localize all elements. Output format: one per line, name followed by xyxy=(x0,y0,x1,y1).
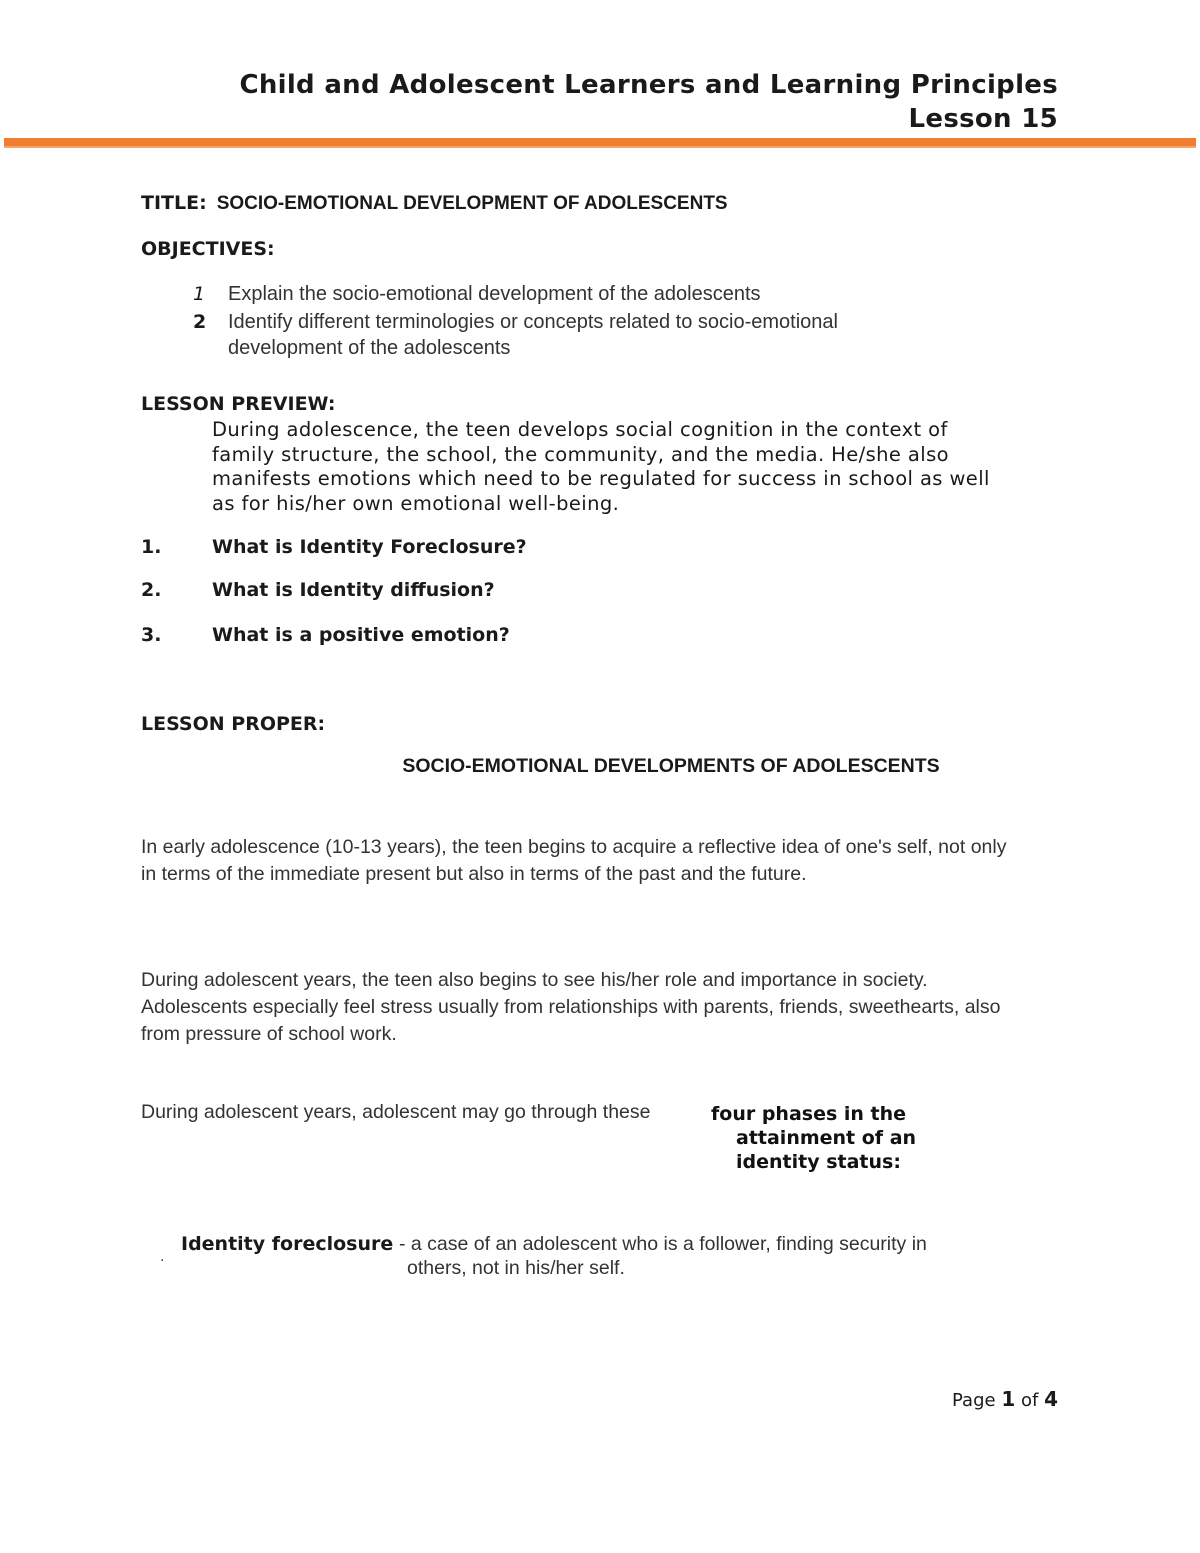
question-text: What is a positive emotion? xyxy=(212,624,510,646)
phases-emphasis: identity status: xyxy=(736,1151,901,1173)
header-divider-shadow xyxy=(4,146,1196,148)
course-title: Child and Adolescent Learners and Learning Principles xyxy=(239,70,1058,100)
paragraph: During adolescent years, the teen also begins to see his/her role and importance in society. Adolescents especially feel stress usually from relationships with parents, friends, sweethearts, also from pressure of school work. xyxy=(141,969,1001,1045)
identity-foreclosure-definition: - a case of an adolescent who is a follower, finding security in xyxy=(399,1233,927,1255)
lesson-preview-text: During adolescence, the teen develops social cognition in the context of family structure, the school, the community, and the media. He/she also manifests emotions which need to be regulated for success in school as well as for his/her own emotional well-being. xyxy=(212,418,990,515)
of-word: of xyxy=(1020,1390,1039,1411)
objective-number: 1 xyxy=(193,283,206,305)
bullet-mark: . xyxy=(160,1248,165,1265)
question-number: 1. xyxy=(141,536,162,558)
document-title xyxy=(141,192,728,215)
phases-emphasis: attainment of an xyxy=(736,1127,917,1149)
objectives-label: OBJECTIVES: xyxy=(141,238,275,260)
page-word: Page xyxy=(952,1390,996,1411)
lesson-proper-label: LESSON PROPER: xyxy=(141,713,326,735)
current-page: 1 xyxy=(1001,1387,1016,1411)
question-text: What is Identity diffusion? xyxy=(212,579,495,601)
objective-text: Identify different terminologies or concepts related to socio-emotional development of the adolescents xyxy=(228,311,838,359)
question-text: What is Identity Foreclosure? xyxy=(212,536,527,558)
objective-text: Explain the socio-emotional development of the adolescents xyxy=(228,283,761,305)
section-title: SOCIO-EMOTIONAL DEVELOPMENTS OF ADOLESCENTS xyxy=(402,755,940,777)
objective-number: 2 xyxy=(193,311,207,333)
lesson-number: Lesson 15 xyxy=(908,104,1058,134)
question-number: 3. xyxy=(141,624,162,646)
title-label: TITLE: xyxy=(141,192,207,214)
question-number: 2. xyxy=(141,579,162,601)
lesson-preview-label: LESSON PREVIEW: xyxy=(141,393,336,415)
phases-intro: During adolescent years, adolescent may go through these xyxy=(141,1101,651,1123)
identity-foreclosure-definition: others, not in his/her self. xyxy=(407,1257,625,1279)
title-text: SOCIO-EMOTIONAL DEVELOPMENT OF ADOLESCENTS xyxy=(216,193,728,214)
total-pages: 4 xyxy=(1044,1387,1058,1411)
paragraph: In early adolescence (10-13 years), the teen begins to acquire a reflective idea of one's self, not only in terms of the immediate present but also in terms of the past and the future. xyxy=(141,836,1007,885)
phases-emphasis: four phases in the xyxy=(711,1103,907,1125)
page-number xyxy=(952,1387,1058,1411)
identity-foreclosure-term: Identity foreclosure xyxy=(181,1233,394,1255)
